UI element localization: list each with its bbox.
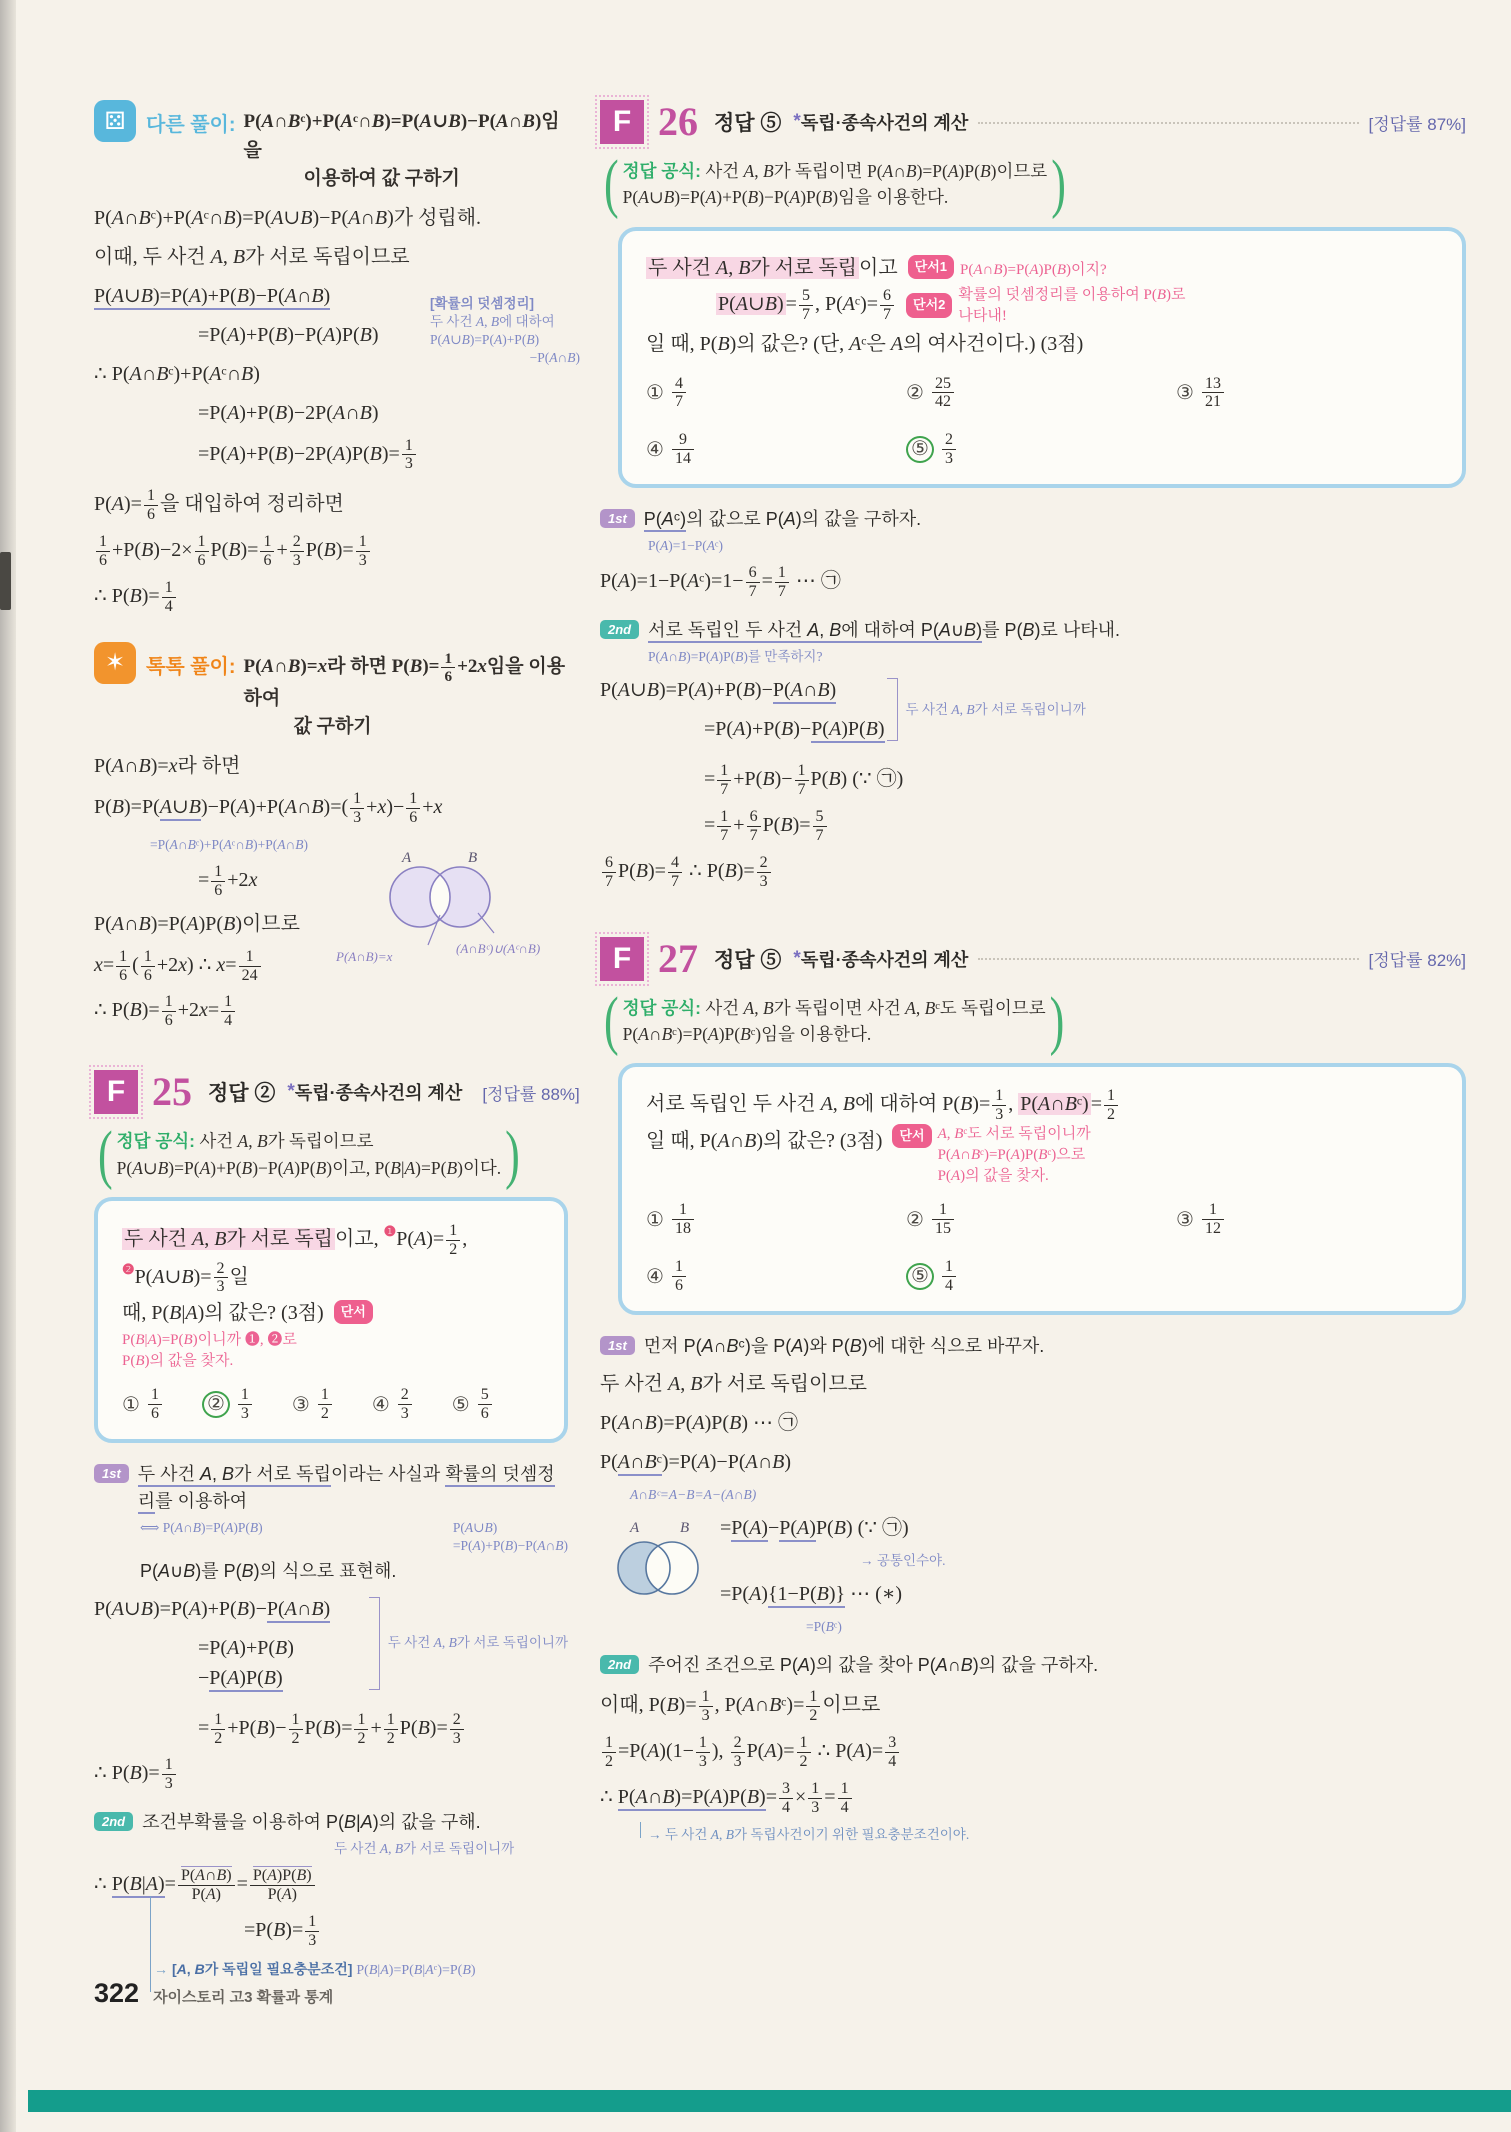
choice-number: ④ (371, 1394, 390, 1417)
annotation: 두 사건 A, B에 대하여 (430, 313, 555, 329)
choice-value: $\frac{2}{3}$ (396, 1386, 414, 1423)
choice-option (292, 1386, 334, 1423)
choice-option (1176, 1201, 1226, 1238)
formula-line: ∴ P(B)= $\frac{1}{3}$ (94, 1756, 568, 1793)
formula-line: x= $\frac{1}{6}$ ( $\frac{1}{6}$ +2x) ∴ x= $\frac{1}{24}$ (94, 948, 568, 985)
formula-text-line: P(A∪B)=P(A)+P(B)−P(A)P(B)이고, P(B|A)=P(B)이다. (116, 1157, 502, 1178)
solution-step-2 (600, 617, 1466, 644)
clue-text: P(B)의 값을 찾자. (122, 1353, 234, 1370)
formula-line: P(A∩B)=P(A)P(B)이므로 (94, 912, 300, 935)
question-statement (122, 1296, 540, 1372)
formula-label: 정답 공식: (116, 1131, 195, 1152)
choice-number: ③ (291, 1394, 310, 1417)
solution-step-1 (600, 1333, 1466, 1360)
question-box (94, 1197, 568, 1443)
annotation: −P(A∩B) (529, 350, 580, 366)
venn-diagram (600, 1518, 720, 1609)
bottom-color-bar (28, 2090, 1511, 2112)
problem-number: 27 (658, 935, 698, 981)
formula-line: = $\frac{1}{7}$ +P(B)− $\frac{1}{7}$ P(B) (∵ ㉠) (704, 762, 904, 799)
statement-part: 두 사건 A, B가 서로 독립 이고 (648, 256, 898, 279)
answer-formula-box (94, 1117, 568, 1191)
equation-with-bracket (94, 1585, 568, 1702)
formula-text-line: 사건 A, B가 독립이면 P(A∩B)=P(A)P(B)이므로 (705, 161, 1048, 181)
formula-line: ∴ P(B)= $\frac{1}{6}$ +2x= $\frac{1}{4}$ (94, 993, 568, 1030)
problem-number: 25 (152, 1069, 192, 1115)
choice-value: $\frac{1}{6}$ (670, 1258, 688, 1295)
formula-line: P(A∩B)=x라 하면 (94, 754, 241, 777)
final-equation-block (600, 1780, 1466, 1844)
choice-value: $\frac{5}{6}$ (476, 1386, 494, 1423)
problem-letter-badge: F (600, 100, 644, 144)
topic-label: 독립·종속사건의 계산 (800, 113, 969, 133)
solution-step-2 (94, 1809, 568, 1836)
clue-text: 확률의 덧셈정리를 이용하여 P(B)로 (958, 286, 1186, 303)
choice-value: $\frac{9}{14}$ (670, 431, 696, 468)
formula-line: 이때, 두 사건 A, B가 서로 독립이므로 (94, 245, 410, 268)
choice-number: ② (202, 1391, 230, 1418)
formula-line: =P(A)+P(B)−2P(A∩B) (198, 401, 379, 424)
correct-rate: [정답률 88%] (482, 1084, 580, 1104)
choice-number: ③ (1176, 382, 1194, 405)
answer-label: 정답 ⑤ (714, 948, 782, 972)
solution-step-1 (600, 506, 1466, 533)
formula-label: 정답 공식: (622, 997, 701, 1018)
step-annotations (140, 1519, 568, 1555)
answer-label: 정답 ⑤ (714, 112, 782, 135)
answer-choices-row2 (646, 1258, 1438, 1295)
statement-part: P(A∪B)= $\frac{2}{3}$ 일 (134, 1259, 249, 1296)
topic-label: 독립·종속사건의 계산 (294, 1083, 463, 1104)
venn-label-a: A (402, 849, 412, 866)
solution-step-2 (600, 1652, 1466, 1679)
tok-solution-label: 톡톡 풀이: (146, 655, 236, 678)
f25-header (94, 1069, 580, 1115)
venn-label-a: A (630, 1519, 640, 1536)
clue-text: P(B|A)=P(B)이니까 ❶, ❷로 (122, 1332, 297, 1349)
problem-letter-badge: F (94, 1070, 138, 1114)
dice-icon: ⚄ (94, 100, 136, 142)
annotation: A∩Bᶜ=A−B=A−(A∩B) (630, 1486, 757, 1502)
choice-option (646, 375, 906, 412)
annotation: [확률의 덧셈정리] (430, 295, 535, 311)
choice-option-correct (202, 1386, 254, 1423)
annotation-block (430, 295, 580, 368)
question-statement (646, 251, 1438, 285)
tok-title-line1: P(A∩B)=x라 하면 P(B)= $\frac{1}{6}$ +2x임을 이용하여 (243, 649, 566, 709)
f27-header (600, 937, 1466, 981)
question-statement (122, 1221, 540, 1297)
choice-option (646, 1201, 906, 1238)
step-badge-1st: 1st (600, 509, 635, 528)
book-title: 자이스토리 고3 확률과 통계 (153, 1989, 334, 2006)
venn-diagram (328, 849, 578, 979)
f26-header (600, 100, 1466, 144)
formula-line: 이때, P(B)= $\frac{1}{3}$ , P(A∩Bᶜ)= $\frac{1}{2}$ 이므로 (600, 1688, 881, 1725)
annotation: =P(Bᶜ) (806, 1619, 842, 1635)
choice-value: $\frac{1}{15}$ (930, 1201, 956, 1238)
answer-choices-row2 (646, 431, 1438, 468)
clue-marker-2: ❷ (122, 1262, 135, 1278)
choice-number: ④ (646, 439, 664, 462)
footnote-bold: [A, B가 독립일 필요충분조건] (172, 1961, 353, 1978)
venn-intersection-label: P(A∩B)=x (336, 948, 393, 964)
problem-number: 26 (658, 99, 698, 144)
arrow-icon: → (154, 1961, 168, 1978)
formula-text (623, 158, 1048, 184)
formula-label: 정답 공식: (622, 161, 701, 181)
clue-text: A, Bᶜ도 서로 독립이니까 (937, 1126, 1091, 1143)
choice-value: $\frac{2}{3}$ (940, 431, 958, 468)
problem-f27 (600, 937, 1466, 1844)
clue-text: P(A∩Bᶜ)=P(A)P(Bᶜ)으로 (937, 1147, 1086, 1164)
green-paren-left: ( (98, 1117, 113, 1191)
choice-value: $\frac{1}{4}$ (940, 1258, 958, 1295)
topic-star: * (793, 947, 801, 969)
clue-text: P(A∩B)=P(A)P(B)이지? (960, 261, 1107, 278)
choice-value: $\frac{1}{3}$ (236, 1386, 254, 1423)
clue-text: P(A)의 값을 찾자. (937, 1168, 1049, 1185)
choice-value: $\frac{1}{6}$ (146, 1386, 164, 1423)
statement-part: P(A∪B) = $\frac{5}{7}$ , P(Aᶜ)= $\frac{6}{7}$ (716, 287, 896, 324)
alt-title-line1: P(A∩Bᶜ)+P(Aᶜ∩B)=P(A∪B)−P(A∩B)임을 (243, 111, 560, 161)
solution-step-1 (94, 1461, 568, 1515)
green-paren-left: ( (604, 983, 619, 1058)
step-badge-2nd: 2nd (600, 620, 639, 639)
alt-solution-label: 다른 풀이: (146, 114, 236, 136)
dotted-leader (978, 957, 1358, 960)
annotation: P(A∪B) (452, 1520, 498, 1536)
alt-title-line2: 이용하여 값 구하기 (303, 168, 460, 189)
answer-choices (122, 1386, 540, 1423)
choice-number: ⑤ (906, 1263, 934, 1290)
choice-number: ② (906, 382, 924, 405)
formula-line: =P(A)+P(B)−P(A)P(B) (704, 714, 885, 744)
problem-f26 (600, 100, 1466, 891)
annotation: P(A∪B)=P(A)+P(B) (430, 331, 540, 347)
page-edge (0, 0, 16, 2132)
venn-crescents-label: (A∩Bᶜ)∪(Aᶜ∩B) (456, 940, 541, 956)
formula-line: ∴ P(A∩Bᶜ)+P(Aᶜ∩B) (94, 362, 260, 385)
tok-solution-header (94, 642, 568, 742)
choice-option-correct (906, 431, 958, 468)
choice-value: $\frac{1}{12}$ (1200, 1201, 1226, 1238)
choice-value: $\frac{1}{18}$ (670, 1201, 696, 1238)
formula-line: = $\frac{1}{7}$ + $\frac{6}{7}$ P(B)= $\frac{5}{7}$ (704, 808, 1466, 845)
left-column (94, 100, 580, 1979)
sparkle-icon: ✶ (94, 642, 136, 684)
tok-title-line2: 값 구하기 (293, 716, 372, 738)
footnote-text: P(B|A)=P(B|Aᶜ)=P(B) (356, 1963, 476, 1979)
clue-marker-1: ❶ (383, 1224, 397, 1240)
bracket (369, 1597, 380, 1690)
annotation: ⟺ P(A∩B)=P(A)P(B) (140, 1520, 263, 1536)
clue-badge: 단서 (892, 1124, 931, 1148)
problem-letter-badge: F (600, 937, 644, 981)
conditional-probability-block (94, 1840, 568, 1979)
annotation: =P(A)+P(B)−P(A∩B) (452, 1538, 568, 1554)
question-statement (646, 1124, 1438, 1187)
choice-value: $\frac{13}{21}$ (1200, 375, 1226, 412)
choice-option (646, 431, 906, 468)
step-text: 조건부확률을 이용하여 P(B|A)의 값을 구해. (142, 1812, 481, 1833)
venn-label-b: B (468, 849, 478, 866)
formula-line: P(A∪B)=P(A)+P(B)−P(A∩B) (94, 1594, 367, 1624)
question-statement (716, 285, 1438, 327)
formula-text (623, 995, 1046, 1021)
tok-venn-block (94, 849, 568, 964)
question-box (618, 1063, 1466, 1314)
choice-number: ④ (646, 1265, 664, 1288)
choice-option (906, 1201, 1176, 1238)
question-statement: 서로 독립인 두 사건 A, B에 대하여 P(B)= $\frac{1}{3}$ , P(A∩Bᶜ) = $\frac{1}{2}$ (646, 1087, 1438, 1124)
choice-option (122, 1386, 164, 1423)
formula-line: =P(A)+P(B)−P(A)P(B) (198, 1633, 367, 1693)
dotted-leader (978, 121, 1358, 124)
connector-line (640, 1822, 641, 1838)
footnote-text: → 두 사건 A, B가 독립사건이기 위한 필요충분조건이야. (648, 1826, 970, 1842)
formula-text-line: P(A∪B)=P(A)+P(B)−P(A)P(B)임을 이용한다. (622, 187, 949, 208)
formula-line: ∴ P(B|A)= $\frac{P(A\cap B)}{P(A)}$ = $\frac{P(A)P(B)}{P(A)}$ (94, 1867, 568, 1904)
answer-choices-row1 (646, 1201, 1438, 1238)
alt-solution-header (94, 100, 568, 194)
answer-formula-box (600, 983, 1300, 1058)
formula-line: 두 사건 A, B가 서로 독립이므로 (600, 1372, 867, 1395)
question-statement: 일 때, P(B)의 값은? (단, Aᶜ은 A의 여사건이다.) (3점) (646, 332, 1084, 355)
step-text: P(A∪B)를 P(B)의 식으로 표현해. (140, 1560, 397, 1581)
scan-smudge (0, 552, 11, 610)
step-badge-1st: 1st (600, 1336, 635, 1355)
formula-line: $\frac{1}{6}$ +P(B)−2× $\frac{1}{6}$ P(B)= $\frac{1}{6}$ + $\frac{2}{3}$ P(B)= $\frac{1}{3}$ (94, 533, 568, 570)
formula-line: $\frac{1}{2}$ =P(A)(1− $\frac{1}{3}$ ), $\frac{2}{3}$ P(A)= $\frac{1}{2}$ ∴ P(A)= $\frac{3}{4}$ (600, 1734, 1466, 1771)
choice-number: ① (122, 1394, 140, 1417)
clue-badge-1: 단서1 (908, 255, 954, 279)
correct-rate: [정답률 82%] (1368, 951, 1466, 971)
step-text: P(Aᶜ)의 값으로 P(A)의 값을 구하자. (644, 506, 921, 533)
bracket (887, 678, 898, 741)
statement-part: P(A)= $\frac{1}{2}$ , (396, 1221, 468, 1258)
choice-option (1176, 375, 1226, 412)
choice-value: $\frac{25}{42}$ (930, 375, 956, 412)
green-paren-left: ( (604, 146, 619, 221)
green-paren-right: ) (1049, 983, 1065, 1058)
topic-label: 독립·종속사건의 계산 (800, 949, 969, 970)
clue-badge: 단서 (334, 1300, 373, 1324)
step-text: 먼저 P(A∩Bᶜ)을 P(A)와 P(B)에 대한 식으로 바꾸자. (643, 1335, 1045, 1356)
step-text: 두 사건 A, B가 서로 독립이라는 사실과 확률의 덧셈정리를 이용하여 (138, 1461, 568, 1515)
equation-with-bracket (600, 666, 1240, 753)
step-badge-2nd: 2nd (600, 1655, 639, 1674)
green-paren-right: ) (1051, 146, 1066, 221)
annotation: =P(A∩Bᶜ)+P(Aᶜ∩B)+P(A∩B) (150, 836, 309, 852)
choice-value: $\frac{1}{2}$ (316, 1386, 334, 1423)
formula-line: P(A∪B)=P(A)+P(B)−P(A∩B) (600, 675, 885, 705)
choice-number: ⑤ (906, 436, 934, 463)
choice-option (452, 1386, 494, 1423)
formula-line: ∴ P(A∩B)=P(A)P(B)= $\frac{3}{4}$ × $\frac{1}{3}$ = $\frac{1}{4}$ (600, 1780, 1466, 1817)
choice-option (372, 1386, 414, 1423)
choice-number: ③ (1176, 1209, 1194, 1232)
footnote (154, 1959, 568, 1979)
formula-line: P(A)= $\frac{1}{6}$ 을 대입하여 정리하면 (94, 487, 344, 524)
choice-number: ① (646, 382, 664, 405)
annotation: → 공통인수야. (860, 1552, 946, 1568)
step-text: 주어진 조건으로 P(A)의 값을 찾아 P(A∩B)의 값을 구하자. (648, 1655, 1099, 1676)
answer-label: 정답 ② (208, 1082, 276, 1106)
choice-number: ① (646, 1209, 664, 1232)
formula-line: P(A∩B)=P(A)P(B) ⋯ ㉠ (600, 1411, 798, 1434)
page-number: 322 (94, 1978, 140, 2008)
venn-equation-row (600, 1504, 1466, 1636)
annotation: 두 사건 A, B가 서로 독립이니까 (387, 1635, 568, 1651)
annotation: P(A∩B)=P(A)P(B)를 만족하지? (648, 649, 823, 665)
formula-text-line: 사건 A, B가 독립이면 사건 A, Bᶜ도 독립이므로 (705, 997, 1046, 1018)
clue-text: 나타내! (958, 307, 1007, 324)
annotation: 두 사건 A, B가 서로 독립이니까 (905, 701, 1086, 717)
topic-star: * (287, 1081, 295, 1103)
formula-line: =P(B)= $\frac{1}{3}$ (244, 1913, 568, 1950)
choice-number: ② (906, 1209, 924, 1232)
choice-number: ⑤ (451, 1394, 470, 1417)
formula-line: =P(A)+P(B)−2P(A)P(B)= $\frac{1}{3}$ (198, 437, 568, 474)
right-column (600, 100, 1466, 1844)
topic-star: * (793, 111, 801, 132)
choice-value: $\frac{4}{7}$ (670, 375, 688, 412)
clue-badge-2: 단서2 (906, 293, 952, 317)
formula-line: P(A∩Bᶜ)+P(Aᶜ∩B)=P(A∪B)−P(A∩B)가 성립해. (94, 206, 482, 229)
statement-part: 때, P(B|A)의 값은? (3점) (122, 1302, 324, 1325)
step-badge-2nd: 2nd (94, 1812, 133, 1831)
section-tok-solution (94, 642, 568, 1031)
formula-line: P(A)=1−P(Aᶜ)=1− $\frac{6}{7}$ = $\frac{1}{7}$ ⋯ ㉠ (600, 564, 841, 601)
formula-text-line: 사건 A, B가 독립이므로 (199, 1131, 374, 1152)
step-badge-1st: 1st (94, 1464, 129, 1483)
annotation: 두 사건 A, B가 서로 독립이니까 (334, 1841, 515, 1857)
venn-label-b: B (680, 1519, 690, 1536)
page-footer (94, 1978, 333, 2009)
tok-solution-title (244, 642, 569, 742)
formula-line: =P(A){1−P(B)} ⋯ (∗) (720, 1579, 945, 1609)
formula-line: = $\frac{1}{2}$ +P(B)− $\frac{1}{2}$ P(B)= $\frac{1}{2}$ + $\frac{1}{2}$ P(B)= $\frac{2}{3}$ (198, 1711, 568, 1748)
annotation: P(A)=1−P(Aᶜ) (648, 538, 723, 554)
formula-line: =P(A)−P(A)P(B) (∵ ㉠) (720, 1513, 945, 1543)
step-text: 서로 독립인 두 사건 A, B에 대하여 P(A∪B)를 P(B)로 나타내. (648, 617, 1120, 644)
correct-rate: [정답률 87%] (1368, 114, 1466, 134)
choice-option (906, 375, 1176, 412)
formula-line: =P(A)+P(B)−P(A)P(B) (198, 323, 379, 346)
formula-line: $\frac{6}{7}$ P(B)= $\frac{4}{7}$ ∴ P(B)= $\frac{2}{3}$ (600, 854, 1466, 891)
answer-formula-box (600, 146, 1300, 221)
statement-part: 일 때, P(A∩B)의 값은? (3점) (646, 1130, 883, 1153)
formula-line: = $\frac{1}{6}$ +2x (198, 862, 258, 899)
choice-option-correct (906, 1258, 958, 1295)
statement-part: 두 사건 A, B가 서로 독립 이고, (124, 1227, 384, 1250)
formula-line: P(A∩Bᶜ)=P(A)−P(A∩B) (600, 1447, 1466, 1477)
formula-text-line: P(A∩Bᶜ)=P(A)P(Bᶜ)임을 이용한다. (622, 1024, 872, 1045)
formula-text (117, 1128, 502, 1154)
formula-line: P(A∪B)=P(A)+P(B)−P(A∩B) (94, 281, 568, 311)
formula-line: ∴ P(B)= $\frac{1}{4}$ (94, 579, 568, 616)
formula-line: P(B)=P(A∪B)−P(A)+P(A∩B)=( $\frac{1}{3}$ +x)− $\frac{1}{6}$ +x (94, 789, 443, 826)
question-box (618, 227, 1466, 489)
alt-solution-title (244, 100, 569, 194)
choice-option (646, 1258, 906, 1295)
problem-f25 (94, 1069, 580, 1979)
green-paren-right: ) (505, 1117, 520, 1191)
section-alt-solution (94, 100, 580, 616)
alt-annotated-block (94, 281, 580, 366)
answer-choices-row1 (646, 375, 1438, 412)
